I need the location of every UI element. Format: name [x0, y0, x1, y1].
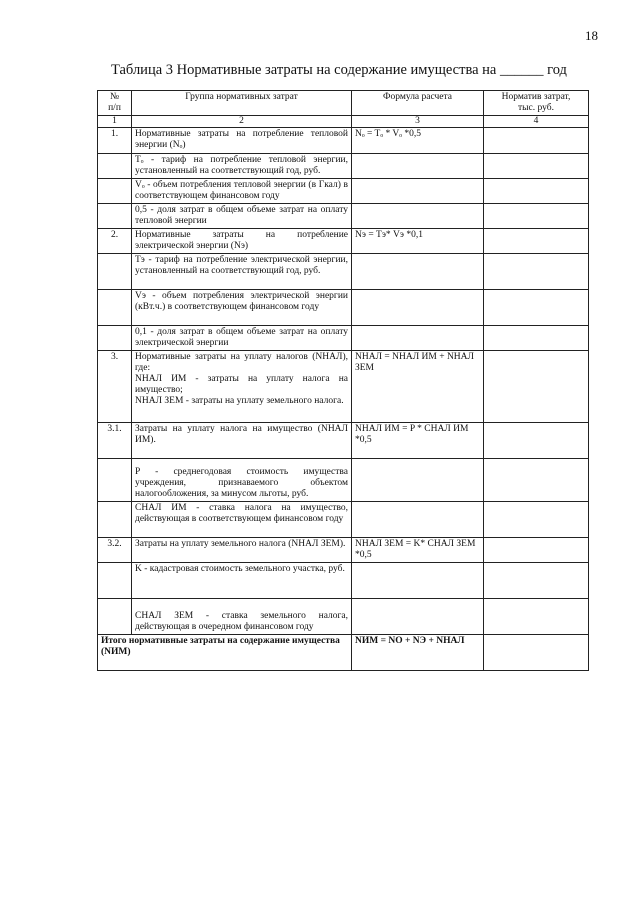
row-group: CНАЛ ЗЕМ - ставка земельного налога, действующая в очередном финансовом году: [132, 599, 352, 635]
row-formula: NНАЛ ЗЕМ = K* CНАЛ ЗЕМ *0,5: [352, 538, 484, 563]
row-formula: [352, 326, 484, 351]
row-formula: [352, 154, 484, 179]
row-number: [98, 179, 132, 204]
row-formula: [352, 290, 484, 326]
row-norm: [484, 290, 589, 326]
table-row: [98, 502, 589, 538]
table-row: [98, 254, 589, 290]
header-group: Группа нормативных затрат: [132, 91, 352, 116]
row-number: [98, 154, 132, 179]
total-formula: NИМ = NО + NЭ + NНАЛ: [352, 635, 484, 671]
row-group: Vэ - объем потребления электрической энергии (кВт.ч.) в соответствующем финансовом году: [132, 290, 352, 326]
row-number: [98, 563, 132, 599]
total-norm: [484, 635, 589, 671]
table-row: [98, 229, 589, 254]
table-row: [98, 351, 589, 423]
table-title: Таблица 3 Нормативные затраты на содержание имущества на ______ год: [111, 62, 567, 78]
row-norm: [484, 502, 589, 538]
column-index-1: 1: [98, 116, 132, 128]
row-formula: NНАЛ = NНАЛ ИМ + NНАЛ ЗЕМ: [352, 351, 484, 423]
header-num-line1: №: [109, 92, 120, 102]
table-row: [98, 459, 589, 502]
table-row: [98, 538, 589, 563]
norm-costs-table-container: [97, 90, 588, 671]
row-number: [98, 459, 132, 502]
row-formula: [352, 599, 484, 635]
table-row: [98, 599, 589, 635]
row-norm: [484, 563, 589, 599]
row-number: 3.1.: [98, 423, 132, 459]
row-group: CНАЛ ИМ - ставка налога на имущество, действующая в соответствующем финансовом году: [132, 502, 352, 538]
row-norm: [484, 179, 589, 204]
row-formula: [352, 459, 484, 502]
row-group: Нормативные затраты на потребление электрической энергии (Nэ): [132, 229, 352, 254]
header-norm: [484, 91, 589, 116]
table-row: [98, 154, 589, 179]
total-label: Итого нормативные затраты на содержание имущества (NИМ): [98, 635, 352, 671]
header-num: [98, 91, 132, 116]
table-row: [98, 204, 589, 229]
row-number: [98, 326, 132, 351]
row-formula: [352, 204, 484, 229]
row-formula: [352, 563, 484, 599]
row-group-line: NНАЛ ЗЕМ - затраты на уплату земельного налога.: [135, 396, 344, 406]
row-group: Нормативные затраты на потребление тепловой энергии (Nₒ): [132, 128, 352, 154]
row-formula: Nₒ = Tₒ * Vₒ *0,5: [352, 128, 484, 154]
header-formula: Формула расчета: [352, 91, 484, 116]
header-row: [98, 91, 589, 116]
row-number: 1.: [98, 128, 132, 154]
header-num-line2: п/п: [108, 103, 121, 113]
column-index-4: 4: [484, 116, 589, 128]
row-norm: [484, 459, 589, 502]
row-formula: [352, 502, 484, 538]
row-number: 3.2.: [98, 538, 132, 563]
column-index-2: 2: [132, 116, 352, 128]
row-number: [98, 290, 132, 326]
table-row: [98, 179, 589, 204]
row-number: [98, 254, 132, 290]
row-norm: [484, 538, 589, 563]
header-norm-line2: тыс. руб.: [518, 103, 554, 113]
row-formula: [352, 179, 484, 204]
row-number: [98, 502, 132, 538]
row-group: Затраты на уплату налога на имущество (NНАЛ ИМ).: [132, 423, 352, 459]
table-row: [98, 290, 589, 326]
row-norm: [484, 254, 589, 290]
row-group: Tₒ - тариф на потребление тепловой энергии, установленный на соответствующий год, руб.: [132, 154, 352, 179]
row-group-line: NНАЛ ИМ - затраты на уплату налога на имущество;: [135, 374, 348, 395]
row-group: P - среднегодовая стоимость имущества учреждения, признаваемого объектом налогообложения, за минусом льготы, руб.: [132, 459, 352, 502]
row-number: [98, 599, 132, 635]
row-norm: [484, 326, 589, 351]
row-group: [132, 351, 352, 423]
row-formula: Nэ = Tэ* Vэ *0,1: [352, 229, 484, 254]
row-norm: [484, 128, 589, 154]
row-norm: [484, 599, 589, 635]
row-number: [98, 204, 132, 229]
page-number: 18: [585, 28, 598, 43]
table-row: [98, 326, 589, 351]
row-norm: [484, 423, 589, 459]
total-row: [98, 635, 589, 671]
row-group: 0,1 - доля затрат в общем объеме затрат на оплату электрической энергии: [132, 326, 352, 351]
table-row: [98, 423, 589, 459]
row-group: Затраты на уплату земельного налога (NНАЛ ЗЕМ).: [132, 538, 352, 563]
row-norm: [484, 351, 589, 423]
row-group-line: Нормативные затраты на уплату налогов (NНАЛ), где:: [135, 352, 348, 373]
column-index-row: [98, 116, 589, 128]
column-index-3: 3: [352, 116, 484, 128]
row-norm: [484, 204, 589, 229]
table-row: [98, 563, 589, 599]
header-norm-line1: Норматив затрат,: [501, 92, 571, 102]
table-row: [98, 128, 589, 154]
row-formula: NНАЛ ИМ = P * CНАЛ ИМ *0,5: [352, 423, 484, 459]
row-formula: [352, 254, 484, 290]
row-number: 3.: [98, 351, 132, 423]
row-group: Vₒ - объем потребления тепловой энергии (в Гкал) в соответствующем финансовом году: [132, 179, 352, 204]
row-norm: [484, 229, 589, 254]
row-group: 0,5 - доля затрат в общем объеме затрат на оплату тепловой энергии: [132, 204, 352, 229]
row-group: Tэ - тариф на потребление электрической энергии, установленный на соответствующий год, руб.: [132, 254, 352, 290]
row-group: K - кадастровая стоимость земельного участка, руб.: [132, 563, 352, 599]
row-number: 2.: [98, 229, 132, 254]
row-norm: [484, 154, 589, 179]
norm-costs-table: [97, 90, 589, 671]
